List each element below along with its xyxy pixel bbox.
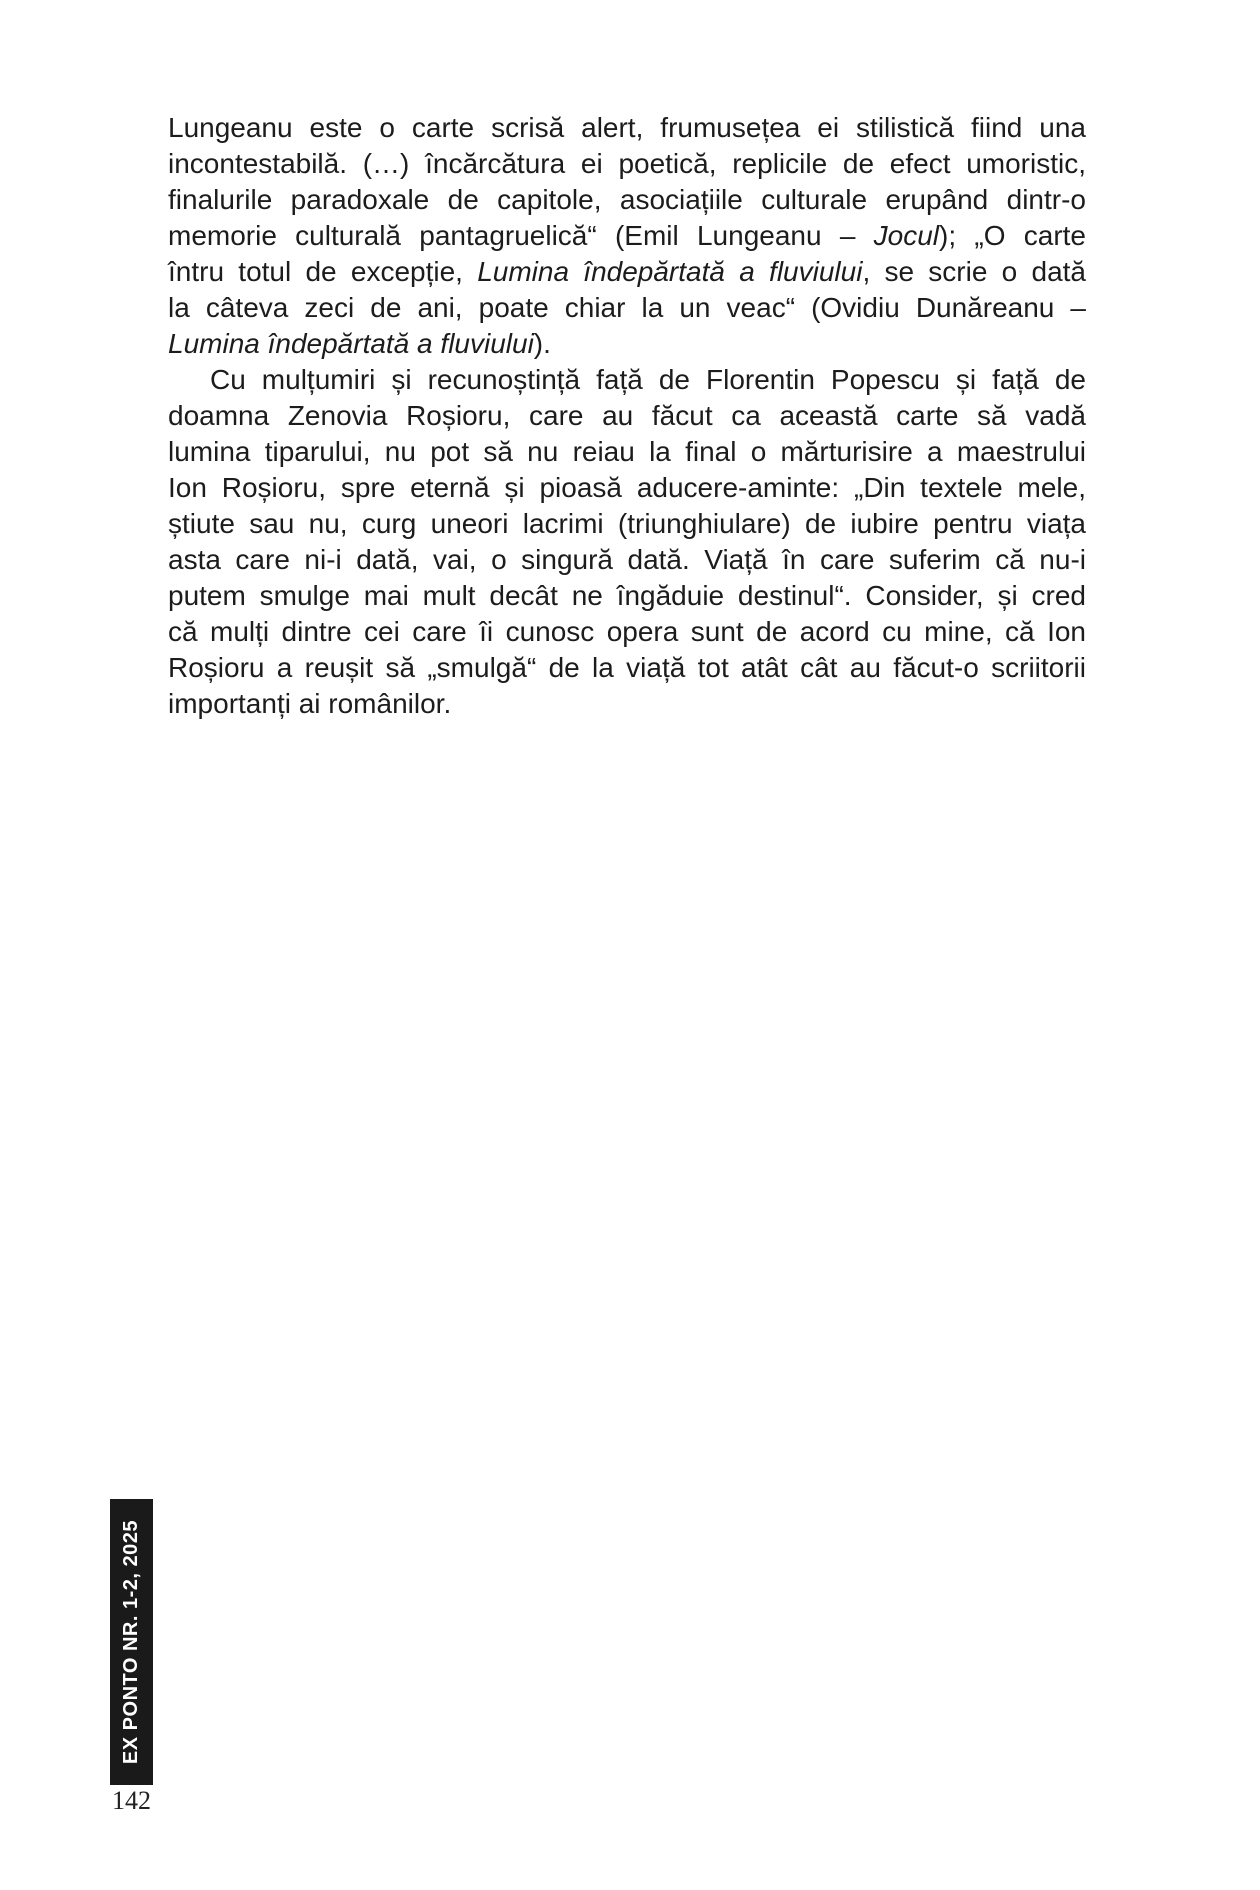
paragraph [168, 110, 1086, 362]
text-line [168, 542, 1086, 578]
text-run: Ion Roșioru, spre eternă și pioasă aducere-aminte: „Din textele mele, [168, 472, 1086, 503]
text-line [168, 110, 1086, 146]
text-line [168, 362, 1086, 398]
text-run: că mulți dintre cei care îi cunosc opera sunt de acord cu mine, că Ion [168, 616, 1086, 647]
text-run: ); „O carte [939, 220, 1086, 251]
text-run: finalurile paradoxale de capitole, asociațiile culturale erupând dintr-o [168, 184, 1086, 215]
journal-spine-bar [110, 1499, 153, 1785]
text-run: Cu mulțumiri și recunoștință față de Florentin Popescu și față de [210, 364, 1086, 395]
journal-title-vertical-label: EX PONTO NR. 1-2, 2025 [120, 1519, 142, 1765]
text-line [168, 650, 1086, 686]
text-run: la câteva zeci de ani, poate chiar la un veac“ (Ovidiu Dunăreanu – [168, 292, 1086, 323]
text-run: ). [533, 328, 551, 359]
text-line [168, 434, 1086, 470]
text-line [168, 254, 1086, 290]
text-line [168, 146, 1086, 182]
text-line [168, 398, 1086, 434]
text-line [168, 182, 1086, 218]
text-line [168, 470, 1086, 506]
text-run: întru totul de excepție, [168, 256, 478, 287]
book-title-italic: Jocul [873, 220, 940, 251]
text-run: , se scrie o dată [862, 256, 1087, 287]
text-line [168, 506, 1086, 542]
text-line [168, 218, 1086, 254]
document-body [168, 110, 1086, 722]
text-line [168, 290, 1086, 326]
text-line [168, 614, 1086, 650]
book-title-italic: Lumina îndepărtată a fluviului [477, 256, 863, 287]
text-line [168, 326, 1086, 362]
text-run: Roșioru a reușit să „smulgă“ de la viață tot atât cât au făcut-o scriitorii [168, 652, 1086, 683]
paragraph [168, 362, 1086, 722]
book-title-italic: Lumina îndepărtată a fluviului [168, 328, 534, 359]
text-run: importanți ai românilor. [168, 688, 452, 719]
text-run: știute sau nu, curg uneori lacrimi (triunghiulare) de iubire pentru viața [168, 508, 1086, 539]
text-run: memorie culturală pantagruelică“ (Emil Lungeanu – [168, 220, 874, 251]
text-run: putem smulge mai mult decât ne îngăduie destinul“. Consider, și cred [168, 580, 1086, 611]
text-line [168, 578, 1086, 614]
text-run: Lungeanu este o carte scrisă alert, frumusețea ei stilistică fiind una [168, 112, 1086, 143]
text-line [168, 686, 1086, 722]
text-run: lumina tiparului, nu pot să nu reiau la final o mărturisire a maestrului [168, 436, 1086, 467]
text-run: incontestabilă. (…) încărcătura ei poetică, replicile de efect umoristic, [168, 148, 1086, 179]
text-run: asta care ni-i dată, vai, o singură dată. Viață în care suferim că nu-i [168, 544, 1086, 575]
text-run: doamna Zenovia Roșioru, care au făcut ca această carte să vadă [168, 400, 1086, 431]
page-number: 142 [112, 1786, 151, 1815]
